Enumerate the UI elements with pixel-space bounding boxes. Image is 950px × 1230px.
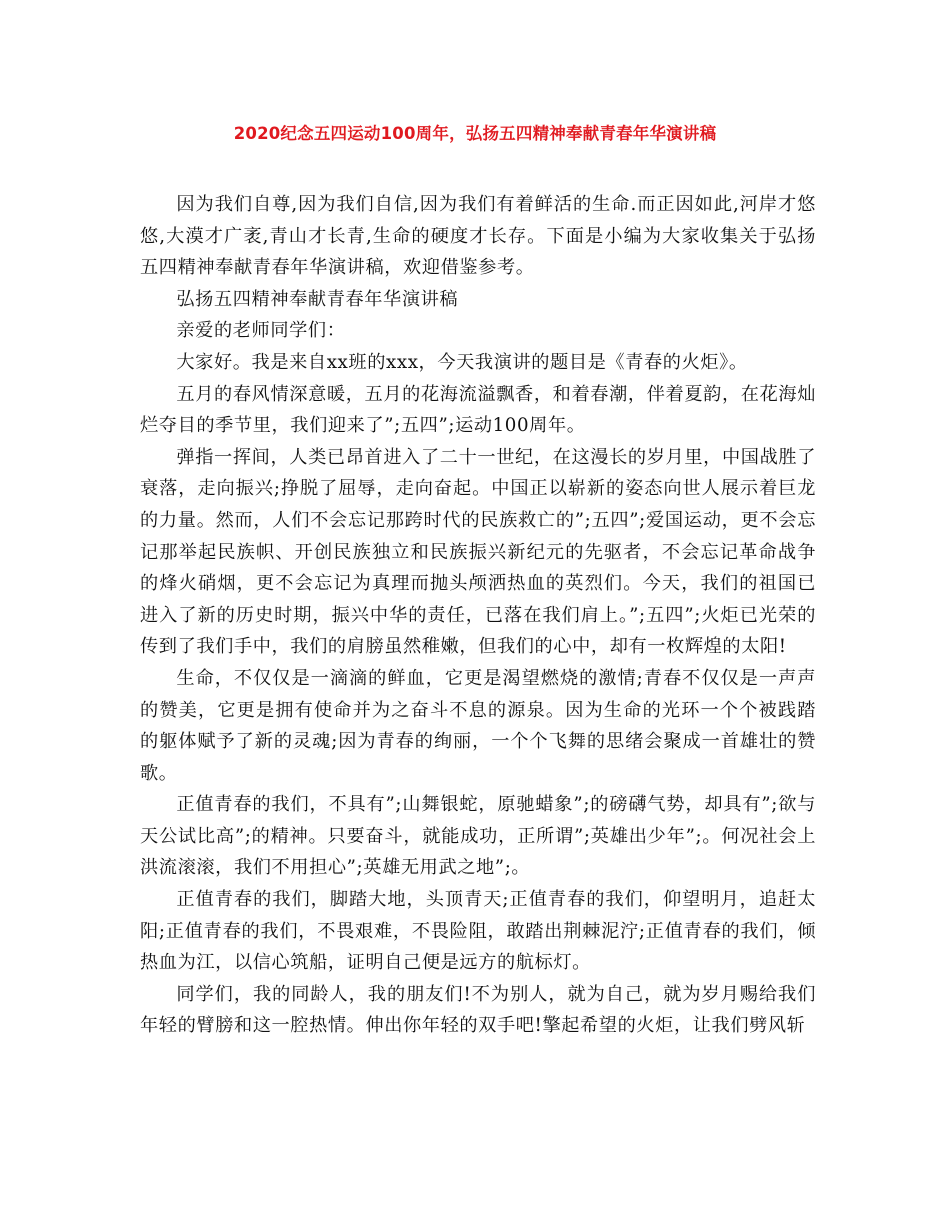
paragraph-youth-action: 正值青春的我们，脚踏大地，头顶青天;正值青春的我们，仰望明月，追赶太阳;正值青春的我们，不畏艰难，不畏险阻，敢踏出荆棘泥泞;正值青春的我们，倾热血为江，以信心筑船，证明自己便是远方的航标灯。 bbox=[140, 889, 816, 974]
paragraph-salutation: 亲爱的老师同学们： bbox=[176, 320, 346, 342]
paragraph-intro: 因为我们自尊,因为我们自信,因为我们有着鲜活的生命.而正因如此,河岸才悠悠,大漠才广袤,青山才长青,生命的硬度才长存。下面是小编为大家收集关于弘扬五四精神奉献青春年华演讲稿，欢迎借鉴参考。 bbox=[140, 194, 816, 279]
paragraph-youth-spirit: 正值青春的我们，不具有”;山舞银蛇，原驰蜡象”;的磅礴气势，却具有”;欲与天公试比高”;的精神。只要奋斗，就能成功，正所谓”;英雄出少年”;。何况社会上洪流滚滚，我们不用担心”;英雄无用武之地”;。 bbox=[140, 794, 816, 879]
document-body bbox=[140, 189, 816, 1042]
document-title: 2020纪念五四运动100周年，弘扬五四精神奉献青春年华演讲稿 bbox=[233, 124, 717, 143]
paragraph-classmates: 同学们，我的同龄人，我的朋友们!不为别人，就为自己，就为岁月赐给我们年轻的臂膀和这一腔热情。伸出你年轻的双手吧!擎起希望的火炬，让我们劈风斩 bbox=[140, 983, 816, 1037]
paragraph-life: 生命，不仅仅是一滴滴的鲜血，它更是渴望燃烧的激情;青春不仅仅是一声声的赞美，它更是拥有使命并为之奋斗不息的源泉。因为生命的光环一个个被践踏的躯体赋予了新的灵魂;因为青春的绚丽，一个个飞舞的思绪会聚成一首雄壮的赞歌。 bbox=[140, 667, 816, 784]
paragraph-speech-heading: 弘扬五四精神奉献青春年华演讲稿 bbox=[176, 288, 459, 310]
paragraph-history: 弹指一挥间，人类已昂首进入了二十一世纪，在这漫长的岁月里，中国战胜了衰落，走向振兴;挣脱了屈辱，走向奋起。中国正以崭新的姿态向世人展示着巨龙的力量。然而，人们不会忘记那跨时代的民族救亡的”;五四”;爱国运动，更不会忘记那举起民族帜、开创民族独立和民族振兴新纪元的先驱者，不会忘记革命战争的烽火硝烟，更不会忘记为真理而抛头颅洒热血的英烈们。今天，我们的祖国已进入了新的历史时期，振兴中华的责任，已落在我们肩上。”;五四”;火炬已光荣的传到了我们手中，我们的肩膀虽然稚嫩，但我们的心中，却有一枚辉煌的太阳! bbox=[140, 446, 816, 658]
paragraph-greeting: 大家好。我是来自xx班的xxx，今天我演讲的题目是《青春的火炬》。 bbox=[176, 351, 748, 373]
paragraph-may-spring: 五月的春风情深意暖，五月的花海流溢飘香，和着春潮，伴着夏韵，在花海灿烂夺目的季节里，我们迎来了”;五四”;运动100周年。 bbox=[140, 383, 816, 437]
